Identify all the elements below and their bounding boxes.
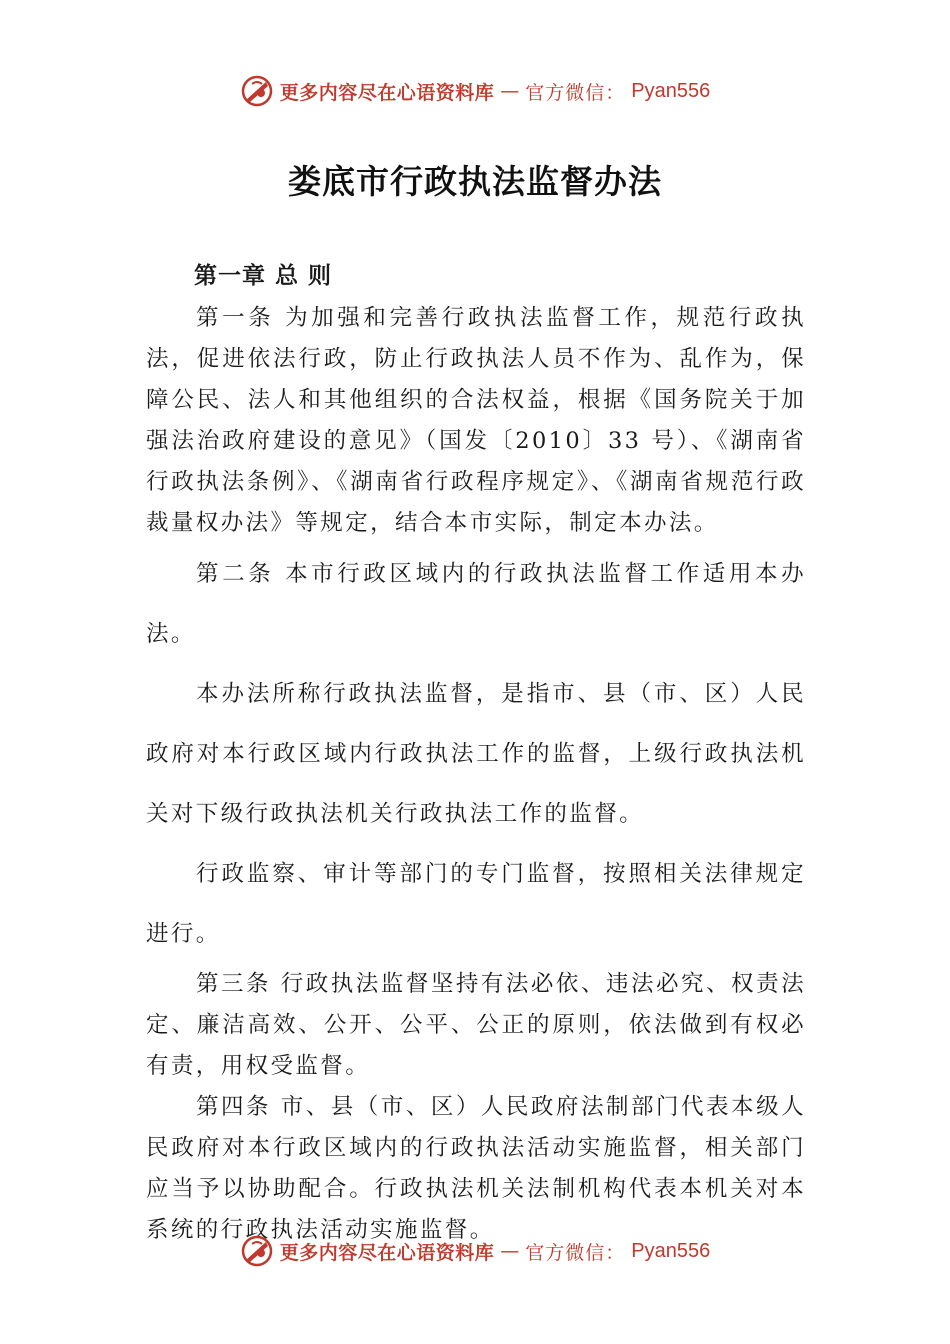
document-title: 娄底市行政执法监督办法 <box>288 162 662 201</box>
brand-logo-icon <box>240 74 274 108</box>
banner-wechat-id: Pyan556 <box>631 1239 711 1262</box>
document-body <box>146 256 806 1251</box>
banner-wechat-label: 官方微信： <box>525 81 626 104</box>
article-2: 第二条 本市行政区域内的行政执法监督工作适用本办法。 <box>146 561 806 647</box>
article-1: 第一条 为加强和完善行政执法监督工作，规范行政执法，促进依法行政，防止行政执法人员不作为、乱作为，保障公民、法人和其他组织的合法权益，根据《国务院关于加强法治政府建设的意见》（国发〔2010〕33 号）、《湖南省行政执法条例》、《湖南省行政程序规定》、《湖南省规范行政裁量权办法》等规定，结合本市实际，制定本办法。 <box>146 305 806 536</box>
banner-dash: — <box>500 80 520 102</box>
header-banner <box>0 74 950 108</box>
banner-wechat-label: 官方微信： <box>525 1241 626 1264</box>
article-4: 第四条 市、县（市、区）人民政府法制部门代表本级人民政府对本行政区域内的行政执法活动实施监督，相关部门应当予以协助配合。行政执法机关法制机构代表本机关对本系统的行政执法活动实施监督。 <box>146 1094 806 1243</box>
chapter-heading: 第一章 总 则 <box>194 263 333 289</box>
banner-text: 更多内容尽在心语资料库 <box>279 1241 495 1264</box>
brand-logo-icon <box>240 1234 274 1268</box>
banner-text: 更多内容尽在心语资料库 <box>279 81 495 104</box>
article-2-paragraph-2: 本办法所称行政执法监督，是指市、县（市、区）人民政府对本行政区域内行政执法工作的监督，上级行政执法机关对下级行政执法机关行政执法工作的监督。 <box>146 681 806 827</box>
banner-wechat-id: Pyan556 <box>631 79 711 102</box>
footer-banner <box>0 1234 950 1268</box>
banner-dash: — <box>500 1240 520 1262</box>
article-3: 第三条 行政执法监督坚持有法必依、违法必究、权责法定、廉洁高效、公开、公平、公正的原则，依法做到有权必有责，用权受监督。 <box>146 971 806 1079</box>
article-2-paragraph-3: 行政监察、审计等部门的专门监督，按照相关法律规定进行。 <box>146 861 806 947</box>
